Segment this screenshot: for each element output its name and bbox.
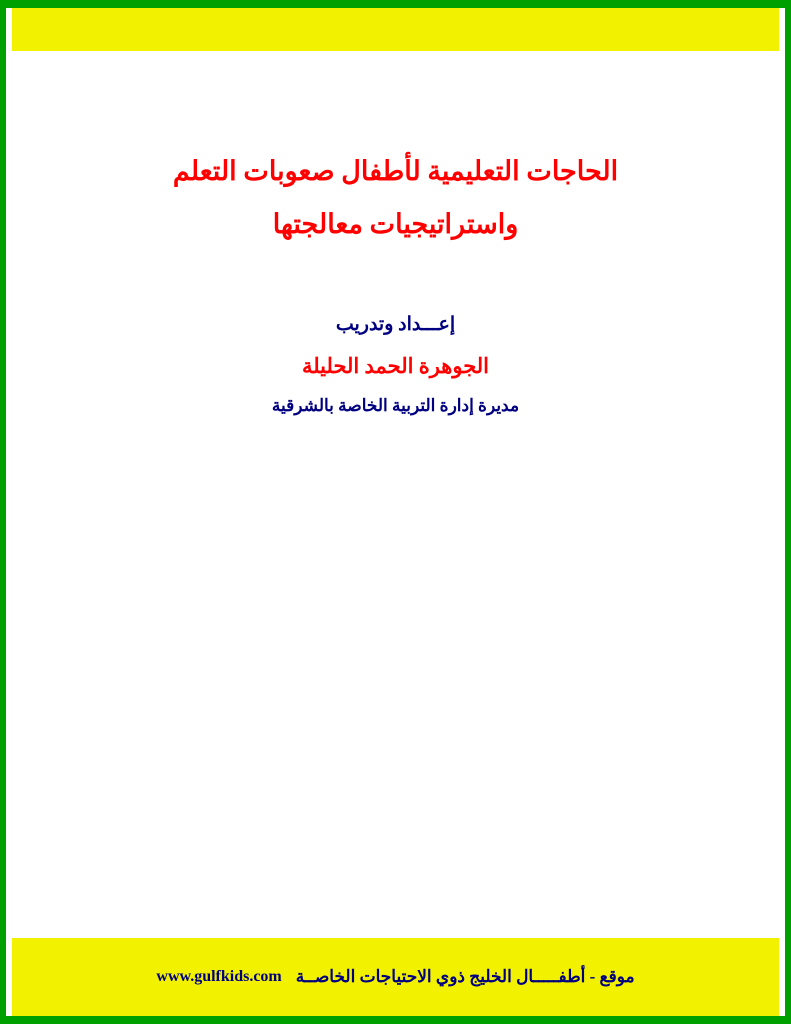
author-affiliation: مديرة إدارة التربية الخاصة بالشرقية <box>271 396 520 416</box>
footer <box>12 938 779 1016</box>
page-border-top <box>6 0 791 8</box>
prepared-by-label: إعـــداد وتدريب <box>335 314 456 336</box>
footer-url[interactable]: www.gulfkids.com <box>156 968 282 985</box>
footer-site-name: موقع - أطفـــــال الخليج ذوي الاحتياجات الخاصــة <box>295 967 635 986</box>
page-title-line-1: الحاجات التعليمية لأطفال صعوبات التعلم <box>172 156 619 186</box>
page-border-bottom <box>6 1016 791 1024</box>
page-title-line-2: واستراتيجيات معالجتها <box>272 208 519 239</box>
cover-content <box>12 51 779 938</box>
header-banner <box>12 8 779 51</box>
page-title <box>12 145 779 250</box>
author-name: الجوهرة الحمد الحليلة <box>301 354 490 379</box>
